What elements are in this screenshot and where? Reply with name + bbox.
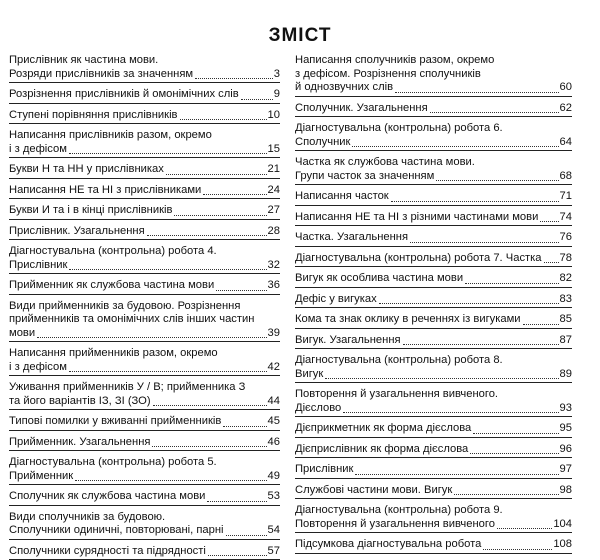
dot-leader — [37, 336, 266, 338]
toc-entry-title-line: Дієприслівник як форма дієслова — [295, 443, 468, 457]
toc-page-number: 46 — [268, 436, 280, 450]
dot-leader — [166, 173, 267, 175]
toc-entry[interactable] — [295, 504, 572, 533]
dot-leader — [379, 302, 559, 304]
toc-entry[interactable] — [295, 538, 572, 554]
toc-page-number: 71 — [560, 190, 572, 204]
toc-entry-title-line: Дефіс у вигуках — [295, 293, 377, 307]
dot-leader — [352, 145, 558, 147]
toc-entry-title-line: Написання сполучників разом, окремо — [295, 54, 572, 68]
toc-page-number: 83 — [560, 293, 572, 307]
toc-entry[interactable] — [9, 204, 280, 220]
dot-leader — [465, 282, 558, 284]
toc-entry-title-line: Сполучник як службова частина мови — [9, 490, 205, 504]
page-title: ЗМІСТ — [0, 25, 600, 47]
dot-leader — [483, 548, 552, 550]
toc-entry-title-line: Прийменник як службова частина мови — [9, 279, 214, 293]
toc-entry-title-line: Службові частини мови. Вигук — [295, 484, 452, 498]
toc-page-number: 39 — [268, 327, 280, 341]
toc-entry[interactable] — [295, 313, 572, 329]
toc-entry-title-line: Види прийменників за будовою. Розрізнення — [9, 300, 280, 314]
toc-page-number: 3 — [274, 68, 280, 82]
toc-entry-title-line: Сполучник. Узагальнення — [295, 102, 428, 116]
toc-entry[interactable] — [295, 54, 572, 97]
toc-entry-title-line: Розрізнення прислівників й омонімічних слів — [9, 88, 239, 102]
toc-entry-title-line: Повторення й узагальнення вивченого — [295, 518, 495, 532]
toc-page-number: 89 — [560, 368, 572, 382]
toc-page-number: 44 — [268, 395, 280, 409]
dot-leader — [195, 77, 273, 79]
dot-leader — [497, 527, 552, 529]
toc-entry[interactable] — [295, 463, 572, 479]
dot-leader — [152, 445, 266, 447]
dot-leader — [395, 91, 558, 93]
toc-entry-title-line: Кома та знак оклику в реченнях із вигуками — [295, 313, 521, 327]
dot-leader — [325, 377, 558, 379]
dot-leader — [147, 234, 267, 236]
toc-entry-title-line: Прислівник. Узагальнення — [9, 225, 145, 239]
toc-entry-title-line: Написання прислівників разом, окремо — [9, 129, 280, 143]
toc-entry[interactable] — [295, 211, 572, 227]
toc-entry-title-line: Написання прийменників разом, окремо — [9, 347, 280, 361]
toc-entry-title-line: і з дефісом — [9, 143, 67, 157]
toc-entry-title-line: Діагностувальна (контрольна) робота 5. — [9, 456, 280, 470]
dot-leader — [355, 473, 558, 475]
toc-entry-title-line: Діагностувальна (контрольна) робота 9. — [295, 504, 572, 518]
toc-entry-title-line: Вигук як особлива частина мови — [295, 272, 463, 286]
toc-page-number: 32 — [268, 259, 280, 273]
toc-entry-title-line: з дефісом. Розрізнення сполучників — [295, 68, 572, 82]
toc-entry[interactable] — [295, 272, 572, 288]
toc-entry[interactable] — [295, 252, 572, 268]
toc-entry-title-line: Дієприкметник як форма дієслова — [295, 422, 471, 436]
toc-entry-title-line: Вигук. Узагальнення — [295, 334, 401, 348]
toc-entry[interactable] — [9, 109, 280, 125]
toc-page-number: 97 — [560, 463, 572, 477]
toc-entry-title-line: Дієслово — [295, 402, 341, 416]
toc-entry-title-line: Написання НЕ та НІ з різними частинами мови — [295, 211, 538, 225]
toc-entry[interactable] — [295, 443, 572, 459]
dot-leader — [207, 500, 266, 502]
toc-entry[interactable] — [9, 511, 280, 540]
toc-entry-title-line: Уживання прийменників У / В; прийменника З — [9, 381, 280, 395]
toc-page-number: 42 — [268, 361, 280, 375]
toc-page-number: 21 — [268, 163, 280, 177]
toc-entry-title-line: Сполучники одиничні, повторювані, парні — [9, 524, 224, 538]
toc-entry[interactable] — [295, 422, 572, 438]
toc-page-number: 53 — [268, 490, 280, 504]
toc-page-number: 62 — [560, 102, 572, 116]
toc-page-number: 76 — [560, 231, 572, 245]
toc-entry[interactable] — [9, 456, 280, 485]
dot-leader — [216, 289, 266, 291]
toc-page-number: 49 — [268, 470, 280, 484]
toc-entry-title-line: Частка. Узагальнення — [295, 231, 408, 245]
toc-entry-title-line: Написання часток — [295, 190, 389, 204]
dot-leader — [69, 370, 267, 372]
dot-leader — [203, 193, 266, 195]
toc-entry[interactable] — [9, 225, 280, 241]
dot-leader — [69, 152, 267, 154]
dot-leader — [226, 534, 267, 536]
dot-leader — [69, 268, 266, 270]
dot-leader — [180, 118, 267, 120]
toc-entry-title-line: Діагностувальна (контрольна) робота 6. — [295, 122, 572, 136]
toc-page-number: 36 — [268, 279, 280, 293]
toc-entry-title-line: Прийменник — [9, 470, 73, 484]
dot-leader — [540, 220, 558, 222]
toc-page-number: 45 — [268, 415, 280, 429]
toc-entry[interactable] — [9, 184, 280, 200]
toc-entry-title-line: Групи часток за значенням — [295, 170, 434, 184]
toc-page-number: 28 — [268, 225, 280, 239]
toc-entry[interactable] — [9, 415, 280, 431]
toc-entry-title-line: й однозвучних слів — [295, 81, 393, 95]
toc-entry[interactable] — [295, 334, 572, 350]
toc-page-number: 78 — [560, 252, 572, 266]
toc-entry[interactable] — [295, 293, 572, 309]
toc-page-number: 87 — [560, 334, 572, 348]
toc-entry[interactable] — [295, 354, 572, 383]
toc-entry-title-line: Повторення й узагальнення вивченого. — [295, 388, 572, 402]
toc-page-number: 108 — [553, 538, 572, 552]
toc-entry-title-line: та його варіантів ІЗ, ЗІ (ЗО) — [9, 395, 151, 409]
toc-entry[interactable] — [9, 300, 280, 343]
toc-entry[interactable] — [9, 54, 280, 83]
toc-page-number: 57 — [268, 545, 280, 559]
toc-entry[interactable] — [9, 129, 280, 158]
toc-entry-title-line: Види сполучників за будовою. — [9, 511, 280, 525]
toc-page-number: 85 — [560, 313, 572, 327]
toc-entry[interactable] — [9, 163, 280, 179]
toc-entry[interactable] — [295, 484, 572, 500]
toc-entry-title-line: Діагностувальна (контрольна) робота 8. — [295, 354, 572, 368]
toc-entry-title-line: Букви И та і в кінці прислівників — [9, 204, 172, 218]
toc-entry-title-line: прийменників та омонімічних слів інших частин — [9, 313, 280, 327]
toc-page-number: 15 — [268, 143, 280, 157]
dot-leader — [153, 404, 267, 406]
toc-entry[interactable] — [9, 490, 280, 506]
dot-leader — [75, 479, 266, 481]
dot-leader — [403, 343, 559, 345]
toc-entry-title-line: Прислівник — [9, 259, 67, 273]
toc-page-number: 54 — [268, 524, 280, 538]
toc-entry[interactable] — [295, 156, 572, 185]
toc-entry[interactable] — [9, 88, 280, 104]
toc-entry[interactable] — [9, 279, 280, 295]
dot-leader — [391, 200, 559, 202]
toc-page-number: 27 — [268, 204, 280, 218]
toc-entry[interactable] — [295, 388, 572, 417]
toc-entry-title-line: Прийменник. Узагальнення — [9, 436, 150, 450]
toc-entry[interactable] — [295, 231, 572, 247]
toc-entry-title-line: Букви Н та НН у прислівниках — [9, 163, 164, 177]
toc-entry-title-line: Сполучники сурядності та підрядності — [9, 545, 206, 559]
toc-entry[interactable] — [295, 102, 572, 118]
dot-leader — [241, 98, 273, 100]
toc-page-number: 9 — [274, 88, 280, 102]
toc-page-number: 60 — [560, 81, 572, 95]
toc-page-number: 104 — [553, 518, 572, 532]
dot-leader — [544, 261, 559, 263]
dot-leader — [343, 411, 558, 413]
toc-page-number: 10 — [268, 109, 280, 123]
toc-entry-title-line: Прислівник — [295, 463, 353, 477]
toc-entry-title-line: і з дефісом — [9, 361, 67, 375]
dot-leader — [473, 432, 558, 434]
toc-page-number: 93 — [560, 402, 572, 416]
toc-page-number: 96 — [560, 443, 572, 457]
toc-entry-title-line: Типові помилки у вживанні прийменників — [9, 415, 221, 429]
toc-page-number: 64 — [560, 136, 572, 150]
toc-page-number: 68 — [560, 170, 572, 184]
toc-page-number: 95 — [560, 422, 572, 436]
dot-leader — [410, 241, 559, 243]
dot-leader — [470, 452, 558, 454]
toc-entry-title-line: Діагностувальна (контрольна) робота 7. Частка — [295, 252, 542, 266]
toc-entry-title-line: мови — [9, 327, 35, 341]
dot-leader — [174, 214, 266, 216]
toc-entry-title-line: Частка як службова частина мови. — [295, 156, 572, 170]
toc-entry[interactable] — [9, 245, 280, 274]
dot-leader — [430, 111, 559, 113]
toc-entry[interactable] — [9, 347, 280, 376]
toc-entry[interactable] — [9, 436, 280, 452]
dot-leader — [208, 554, 267, 556]
toc-entry-title-line: Підсумкова діагностувальна робота — [295, 538, 481, 552]
toc-entry-title-line: Діагностувальна (контрольна) робота 4. — [9, 245, 280, 259]
toc-entry-title-line: Розряди прислівників за значенням — [9, 68, 193, 82]
toc-entry-title-line: Написання НЕ та НІ з прислівниками — [9, 184, 201, 198]
dot-leader — [523, 323, 559, 325]
toc-entry-title-line: Вигук — [295, 368, 323, 382]
toc-column-left — [9, 54, 280, 560]
toc-entry[interactable] — [9, 381, 280, 410]
toc-entry-title-line: Ступені порівняння прислівників — [9, 109, 178, 123]
toc-page-number: 74 — [560, 211, 572, 225]
toc-page-number: 82 — [560, 272, 572, 286]
dot-leader — [436, 179, 558, 181]
toc-entry[interactable] — [295, 190, 572, 206]
toc-entry[interactable] — [295, 122, 572, 151]
toc-entry-title-line: Прислівник як частина мови. — [9, 54, 280, 68]
toc-page-number: 24 — [268, 184, 280, 198]
toc-column-right — [295, 54, 572, 554]
dot-leader — [454, 493, 558, 495]
toc-entry-title-line: Сполучник — [295, 136, 350, 150]
toc-entry[interactable] — [9, 545, 280, 560]
toc-page-number: 98 — [560, 484, 572, 498]
dot-leader — [223, 425, 266, 427]
entry-underline — [295, 553, 572, 554]
